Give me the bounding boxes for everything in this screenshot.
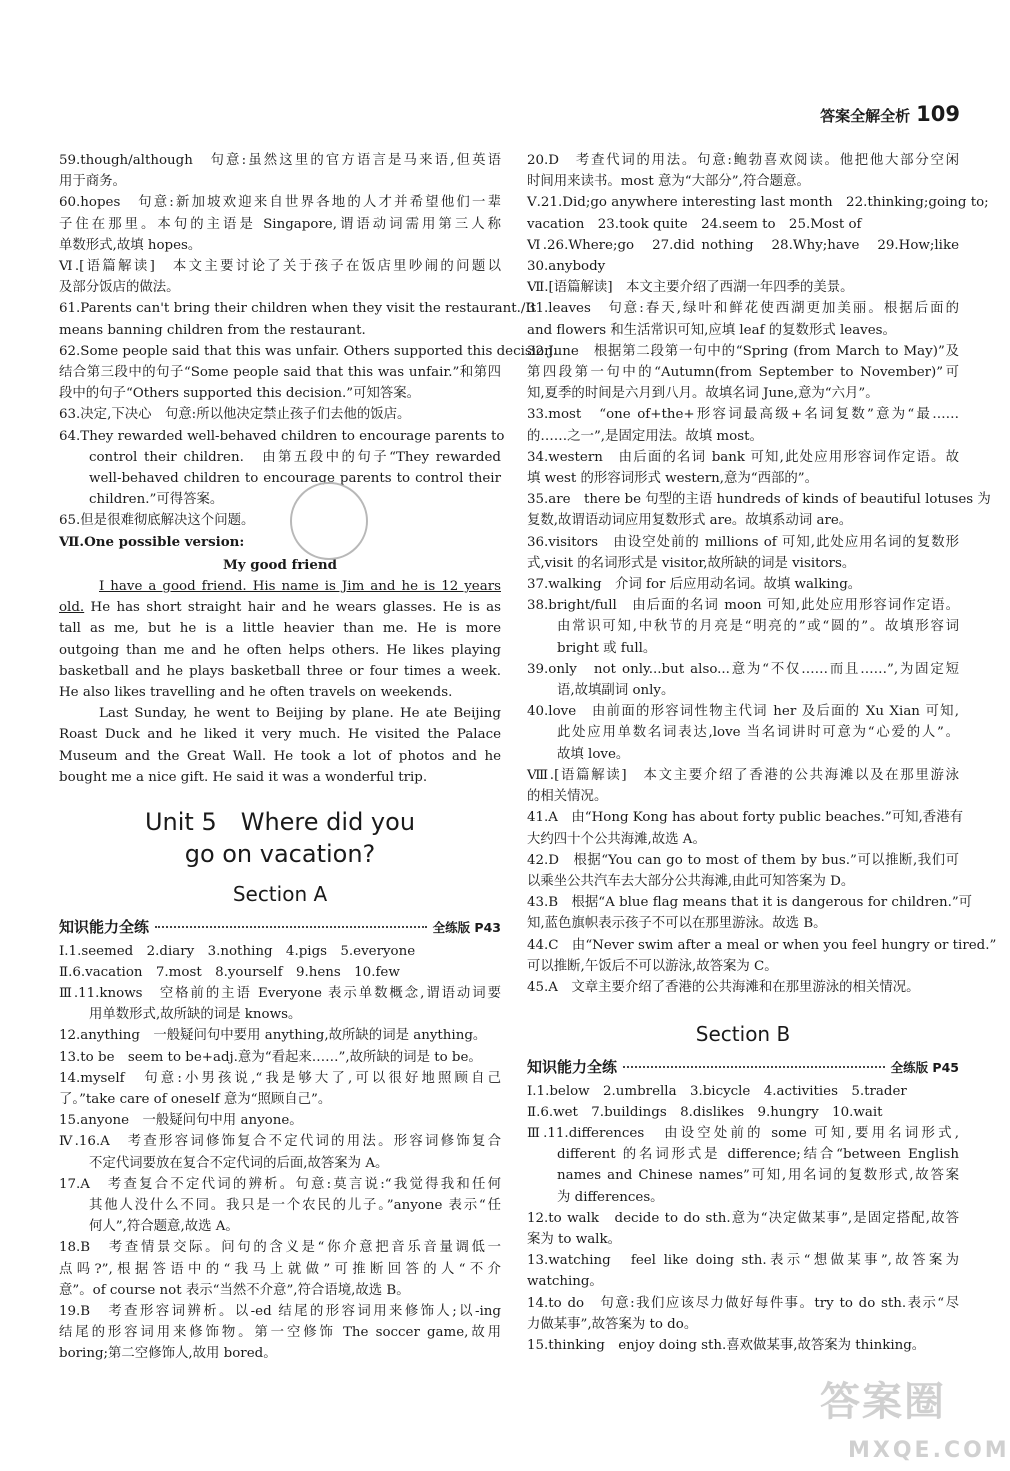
text-line: 力做某事”,故答案为 to do。	[527, 1316, 698, 1332]
unit-title	[59, 806, 501, 870]
text-line: 64.They rewarded well-behaved children to encourage parents to	[59, 428, 505, 444]
unit-title-line-1: Unit 5 Where did you	[144, 808, 416, 837]
left-column	[59, 150, 557, 1365]
text-line: names and Chinese names”可知,用名词的复数形式,故答案	[557, 1168, 959, 1184]
section-b-practice-header	[527, 1057, 959, 1078]
section-a-answer-lines	[59, 941, 501, 1365]
text-line: 35.are there be 句型的主语 hundreds of kinds of beautiful lotuses 为	[527, 492, 991, 508]
essay-title: My good friend	[222, 556, 338, 573]
dotted-leader	[155, 926, 427, 928]
text-line: 12.anything 一般疑问句中要用 anything,故所缺的词是 anything。	[59, 1028, 487, 1044]
section-b-title: Section B	[695, 1022, 791, 1047]
essay-underlined-sentence: I have a good friend. His name is Jim and he is 12 years old.	[59, 579, 501, 616]
right-column	[527, 150, 997, 1356]
text-line: 38.bright/full 由后面的名词 moon 可知,此处应用形容词作定语。	[527, 598, 959, 614]
text-line: 14.to do 句意:我们应该尽力做好每件事。try to do sth.表示“尽	[527, 1295, 959, 1311]
text-line: 了。”take care of oneself 意为“照顾自己”。	[59, 1091, 332, 1107]
text-line: 用单数形式,故所缺的词是 knows。	[89, 1007, 302, 1023]
text-line: 语,故填副词 only。	[557, 683, 675, 699]
text-line: 故填 love。	[557, 746, 630, 762]
text-line: 以乘坐公共汽车去大部分公共海滩,由此可知答案为 D。	[527, 873, 855, 889]
text-line: 65.但是很难彻底解决这个问题。	[59, 513, 255, 529]
section-b-answer-lines	[527, 1081, 959, 1357]
text-line: 12.to walk decide to do sth.意为“决定做某事”,是固定搭配,故答	[527, 1210, 959, 1226]
text-line: Ⅰ.1.seemed 2.diary 3.nothing 4.pigs 5.everyone	[59, 943, 416, 959]
text-line: 结尾的形容词用来修饰物。第一空修饰 The soccer game,故用	[59, 1325, 501, 1341]
answer-lines-right	[527, 150, 997, 998]
text-line: Ⅲ.11.knows 空格前的主语 Everyone 表示单数概念,谓语动词要	[59, 985, 501, 1001]
text-line: Ⅶ.[语篇解读] 本文主要介绍了西湖一年四季的美景。	[527, 280, 854, 296]
text-line: 63.决定,下决心 句意:所以他决定禁止孩子们去他的饭店。	[59, 407, 411, 423]
text-line: 第四段第一句中的“Autumn(from September to November)”可	[527, 365, 959, 381]
essay-paragraph-1-rest: He has short straight hair and he wears glasses. He is as tall as me, but he is a little heavier than me. He is more outgoing than me and he often helps others. He likes playing basketball and he plays basketball three or four times a week. He also likes travelling and he often travels on weekends.	[59, 600, 501, 701]
essay-paragraph-2	[59, 703, 501, 788]
text-line: 45.A 文章主要介绍了香港的公共海滩和在那里游泳的相关情况。	[527, 979, 920, 995]
dotted-leader	[623, 1066, 885, 1068]
text-line: 33.most “one of+the+形容词最高级+名词复数”意为“最……	[527, 407, 959, 423]
text-line: 13.watching feel like doing sth.表示“想做某事”,故答案为	[527, 1253, 959, 1269]
text-line: bright 或 full。	[557, 640, 657, 656]
text-line: 18.B 考查情景交际。问句的含义是“你介意把音乐音量调低一	[59, 1240, 501, 1256]
text-line: Ⅴ.21.Did;go anywhere interesting last month 22.thinking;going to;	[527, 195, 989, 211]
text-line: 43.B 根据“A blue flag means that it is dangerous for children.”可	[527, 895, 973, 911]
text-line: 用于商务。	[59, 174, 126, 190]
text-line: 32.June 根据第二段第一句中的“Spring (from March to May)”及	[527, 343, 959, 359]
text-line: Ⅷ.[语篇解读] 本文主要介绍了香港的公共海滩以及在那里游泳	[527, 767, 959, 783]
text-line: 36.visitors 由设空处前的 millions of 可知,此处应用名词的复数形	[527, 534, 959, 550]
text-line: means banning children from the restaurant.	[59, 322, 366, 338]
text-line: 13.to be seem to be+adj.意为“看起来……”,故所缺的词是 to be。	[59, 1049, 482, 1065]
text-line: 20.D 考查代词的用法。句意:鲍勃喜欢阅读。他把他大部分空闲	[527, 153, 959, 168]
text-line: 37.walking 介词 for 后应用动名词。故填 walking。	[527, 577, 862, 593]
text-line: 由常识可知,中秋节的月亮是“明亮的”或“圆的”。故填形容词	[557, 619, 959, 635]
text-line: 31.leaves 句意:春天,绿叶和鲜花使西湖更加美丽。根据后面的	[527, 301, 959, 317]
essay-paragraph-1	[59, 576, 501, 703]
text-line: 14.myself 句意:小男孩说,“我是够大了,可以很好地照顾自己	[59, 1070, 501, 1086]
unit-title-line-2: go on vacation?	[184, 840, 376, 869]
text-line: 19.B 考查形容词辨析。以-ed 结尾的形容词用来修饰人;以-ing	[59, 1303, 501, 1319]
text-line: Ⅵ.26.Where;go 27.did nothing 28.Why;have 29.How;like	[527, 237, 959, 253]
text-line: and flowers 和生活常识可知,应填 leaf 的复数形式 leaves。	[527, 322, 896, 338]
text-line: 可以推断,午饭后不可以游泳,故答案为 C。	[527, 958, 778, 974]
practice-page-ref: 全练版 P43	[432, 920, 501, 936]
text-line: 的相关情况。	[527, 789, 608, 805]
text-line: 34.western 由后面的名词 bank 可知,此处应用形容词作定语。故	[527, 449, 959, 465]
practice-page-ref: 全练版 P45	[890, 1060, 959, 1076]
text-line: 知,夏季的时间是六月到八月。故填名词 June,意为“六月”。	[527, 386, 879, 402]
text-line: 其他人没什么不同。我只是一个农民的儿子。”anyone 表示“任	[89, 1197, 501, 1213]
text-line: 30.anybody	[527, 259, 606, 275]
text-line: control their children. 由第五段中的句子“They rewarded	[89, 449, 501, 465]
answer-lines-left	[59, 150, 557, 553]
text-line: 段中的句子“Others supported this decision.”可知答案。	[59, 386, 421, 402]
text-line: 单数形式,故填 hopes。	[59, 237, 202, 253]
text-line: Ⅲ.11.differences 由设空处前的 some 可知,要用名词形式,	[527, 1125, 959, 1141]
text-line: Ⅰ.1.below 2.umbrella 3.bicycle 4.activities 5.trader	[527, 1083, 907, 1099]
text-line: boring;第二空修饰人,故用 bored。	[59, 1346, 277, 1362]
text-line: watching。	[527, 1274, 603, 1290]
practice-title: 知识能力全练	[59, 918, 150, 937]
text-line: 17.A 考查复合不定代词的辨析。句意:莫言说:“我觉得我和任何	[59, 1176, 501, 1192]
header-title: 答案全解全析	[820, 107, 911, 125]
text-line: Ⅶ.One possible version:	[59, 533, 245, 550]
text-line: 此处应用单数名词表达,love 当名词讲时可意为“心爱的人”。	[557, 725, 959, 741]
section-a-practice-header	[59, 917, 501, 938]
text-line: 60.hopes 句意:新加坡欢迎来自世界各地的人才并希望他们一辈	[59, 195, 501, 211]
text-line: 填 west 的形容词形式 western,意为“西部的”。	[527, 471, 819, 487]
text-line: 结合第三段中的句子“Some people said that this was unfair.”和第四	[59, 365, 501, 381]
text-line: 为 differences。	[557, 1189, 664, 1205]
watermark-logo: 答案圈	[820, 1379, 946, 1425]
text-line: 61.Parents can't bring their children when they visit the restaurant./It	[59, 301, 537, 317]
text-line: 子住在那里。本句的主语是 Singapore,谓语动词需用第三人称	[59, 216, 501, 232]
text-line: Ⅵ.[语篇解读] 本文主要讨论了关于孩子在饭店里吵闹的问题以	[59, 259, 501, 275]
watermark-url: MXQE.COM	[848, 1438, 1010, 1463]
text-line: 不定代词要放在复合不定代词的后面,故答案为 A。	[89, 1155, 389, 1171]
text-line: 意”。of course not 表示“当然不介意”,符合语境,故选 B。	[59, 1282, 410, 1298]
text-line: 62.Some people said that this was unfair. Others supported this decision.	[59, 343, 557, 359]
text-line: well-behaved children to encourage parents to control their	[89, 471, 501, 487]
text-line: 的……之一”,是固定用法。故填 most。	[527, 428, 763, 444]
text-line: 15.anyone 一般疑问句中用 anyone。	[59, 1113, 303, 1129]
text-line: 44.C 由“Never swim after a meal or when you feel hungry or tired.”	[527, 937, 997, 953]
page-header	[820, 104, 960, 127]
essay-paragraph-2-text: Last Sunday, he went to Beijing by plane. He ate Beijing Roast Duck and he liked it very much. He visited the Palace Museum and the Great Wall. He took a lot of photos and he bought me a nice gift. He said it was a wonderful trip.	[59, 706, 501, 785]
text-line: 59.though/although 句意:虽然这里的官方语言是马来语,但英语	[59, 153, 501, 168]
text-line: 点吗?”,根据答语中的“我马上就做”可推断回答的人“不介	[59, 1261, 501, 1277]
text-line: 41.A 由“Hong Kong has about forty public beaches.”可知,香港有	[527, 810, 963, 826]
text-line: 时间用来读书。most 意为“大部分”,符合题意。	[527, 174, 810, 190]
page-number: 109	[916, 102, 960, 126]
text-line: vacation 23.took quite 24.seem to 25.Most of	[527, 216, 862, 232]
text-line: 大约四十个公共海滩,故选 A。	[527, 831, 706, 847]
text-line: 39.only not only...but also...意为“不仅……而且……”,为固定短	[527, 661, 959, 677]
text-line: Ⅳ.16.A 考查形容词修饰复合不定代词的用法。形容词修饰复合	[59, 1134, 501, 1150]
text-line: Ⅱ.6.vacation 7.most 8.yourself 9.hens 10.few	[59, 964, 400, 980]
text-line: 复数,故谓语动词应用复数形式 are。故填系动词 are。	[527, 513, 853, 529]
text-line: different 的名词形式是 difference;结合“between English	[557, 1147, 959, 1163]
practice-title: 知识能力全练	[527, 1058, 618, 1077]
text-line: 42.D 根据“You can go to most of them by bus.”可以推断,我们可	[527, 852, 959, 868]
text-line: 知,蓝色旗帜表示孩子不可以在那里游泳。故选 B。	[527, 916, 827, 932]
text-line: Ⅱ.6.wet 7.buildings 8.dislikes 9.hungry 10.wait	[527, 1104, 883, 1120]
text-line: 及部分饭店的做法。	[59, 280, 180, 296]
text-line: 式,visit 的名词形式是 visitor,故所缺的词是 visitors。	[527, 555, 856, 571]
stamp-seal	[290, 482, 368, 560]
text-line: 40.love 由前面的形容词性物主代词 her 及后面的 Xu Xian 可知,	[527, 704, 959, 720]
text-line: 15.thinking enjoy doing sth.喜欢做某事,故答案为 thinking。	[527, 1337, 926, 1353]
text-line: 何人”,符合题意,故选 A。	[89, 1219, 239, 1235]
text-line: 案为 to walk。	[527, 1231, 621, 1247]
text-line: children.”可得答案。	[89, 492, 224, 508]
section-a-title: Section A	[232, 882, 328, 907]
